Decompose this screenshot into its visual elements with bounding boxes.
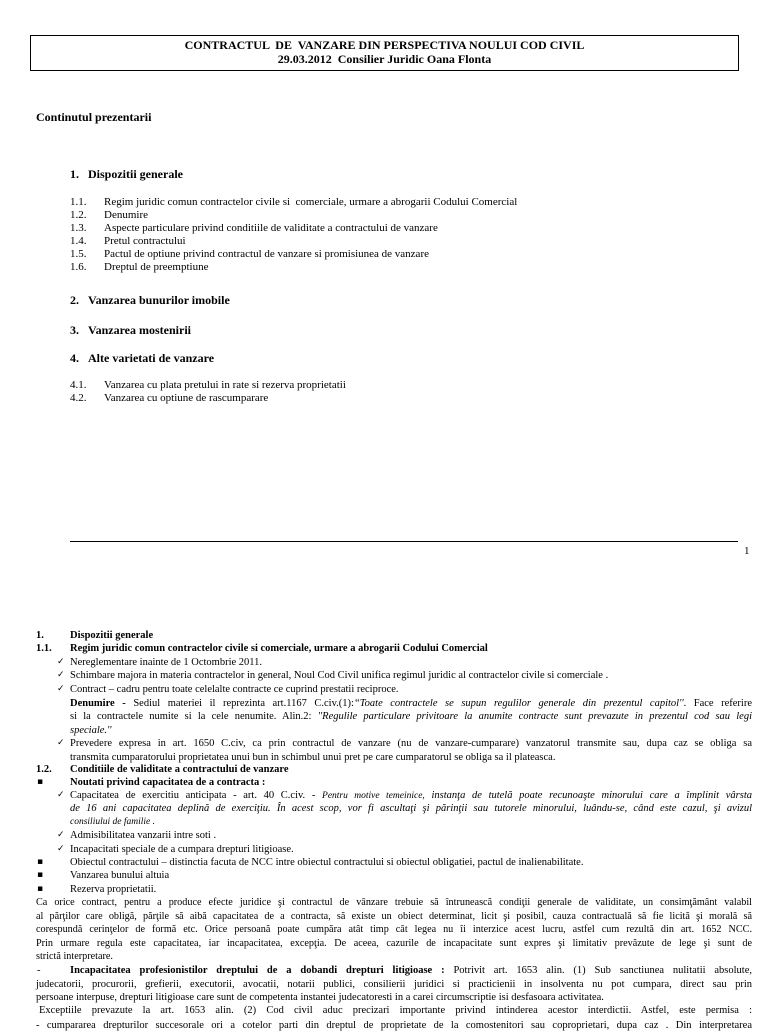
toc-item-number: 1.5.	[70, 248, 87, 260]
document-title-box	[30, 35, 739, 71]
check-icon	[57, 829, 65, 842]
bullet-item: Obiectul contractului – distinctia facuta de NCC intre obiectul contractului si obiectul obligatiei, pactul de inalienabilitate.	[70, 857, 584, 868]
toc-item-text: Denumire	[104, 209, 148, 221]
check-icon	[57, 843, 65, 856]
toc-item-text: Vanzarea cu optiune de rascumparare	[104, 392, 269, 404]
contents-title: Continutul prezentarii	[36, 110, 152, 124]
section-1-title: Dispozitii generale	[88, 167, 183, 181]
denumire-text: Sediul materiei il reprezinta art.1167 C.civ.(1):	[133, 698, 354, 709]
page-footer-rule	[70, 541, 738, 542]
denumire-line-3: speciale.''	[70, 725, 112, 736]
paragraph-line: al părţilor care obligă, părţile să aibă capacitatea de a contracta, să existe un obiect determinat, licit şi posibil, cauza contractuală să fie licită şi morală să	[36, 911, 752, 922]
square-bullet-icon	[37, 776, 43, 789]
toc-item-number: 1.1.	[70, 196, 87, 208]
capacity-line-3: consiliului de familie .	[70, 817, 155, 827]
check-item: Schimbare majora in materia contractelor in general, Noul Cod Civil unifica regimul juridic al contractelor civile si comerciale .	[70, 670, 609, 681]
check-item: Admisibilitatea vanzarii intre soti .	[70, 830, 217, 841]
toc-item-number: 1.2.	[70, 209, 87, 221]
toc-item-text: Vanzarea cu plata pretului in rate si rezerva proprietatii	[104, 379, 346, 391]
check-icon	[57, 656, 65, 669]
section-1-number: 1.	[70, 167, 79, 181]
paragraph-line: Prin urmare regula este capacitatea, iar incapacitatea, excepţia. De aceea, cazurile de incapacitate sunt expres şi limitativ prevăzute de lege şi sunt de	[36, 938, 752, 949]
section-2-title: Vanzarea bunurilor imobile	[88, 293, 230, 307]
square-bullet-icon	[37, 869, 43, 882]
heading-1-2-number: 1.2.	[36, 764, 52, 775]
heading-1-number: 1.	[36, 630, 44, 641]
capacity-quote-start: Pentru motive temeinice,	[322, 791, 425, 801]
incapacity-line: Exceptiile prevazute la art. 1653 alin. (2) Cod civil aduc precizari importante privind intinderea acestor interdictii. Astfel, este permisa :	[39, 1005, 752, 1016]
toc-item-number: 1.6.	[70, 261, 87, 273]
toc-item-number: 4.1.	[70, 379, 87, 391]
section-3-title: Vanzarea mostenirii	[88, 323, 191, 337]
check-icon	[57, 737, 65, 750]
toc-item-text: Pretul contractului	[104, 235, 186, 247]
incapacity-line: judecatorii, procurorii, grefierii, executorii, avocatii, notarii publici, consilierii juridici si practicienii in insolventa nu pot cumpara, direct sau prin	[36, 979, 752, 990]
denumire-quote: ''Regulile particulare privitoare la anumite contracte sunt prevazute in prezentul cod sau legi	[317, 711, 752, 722]
heading-1-1-number: 1.1.	[36, 643, 52, 654]
section-2-number: 2.	[70, 293, 79, 307]
document-subtitle: 29.03.2012 Consilier Juridic Oana Flonta	[277, 52, 492, 66]
toc-item-number: 1.3.	[70, 222, 87, 234]
paragraph-line: corespundă cerinţelor de formă etc. Orice persoană poate cumpăra atât timp cât legea nu îi interzice acest lucru, astfel cum rezultă din art. 1652 NCC.	[36, 924, 752, 935]
check-icon	[57, 789, 65, 802]
toc-item-text: Regim juridic comun contractelor civile si comerciale, urmare a abrogarii Codului Comercial	[104, 196, 518, 208]
section-3-number: 3.	[70, 323, 79, 337]
square-bullet-icon	[37, 856, 43, 869]
bullet-item: Rezerva proprietatii.	[70, 884, 157, 895]
check-item-continuation: transmita cumparatorului proprietatea unui bun in schimbul unui pret pe care cumparatorul se obliga sa il plateasca.	[70, 752, 556, 763]
page-number: 1	[744, 545, 750, 557]
check-item: Contract – cadru pentru toate celelalte contracte ce cuprind prestatii reciproce.	[70, 684, 399, 695]
square-bullet-icon	[37, 883, 43, 896]
section-4-number: 4.	[70, 351, 79, 365]
heading-1-title: Dispozitii generale	[70, 630, 154, 641]
toc-item-number: 1.4.	[70, 235, 87, 247]
bullet-item: Vanzarea bunului altuia	[70, 870, 170, 881]
denumire-line-1	[70, 697, 752, 710]
toc-item-text: Aspecte particulare privind conditiile de validitate a contractului de vanzare	[104, 222, 438, 234]
check-item: Incapacitati speciale de a cumpara drepturi litigioase.	[70, 844, 294, 855]
document-title: CONTRACTUL DE VANZARE DIN PERSPECTIVA NOULUI COD CIVIL	[184, 38, 585, 52]
heading-1-1-title: Regim juridic comun contractelor civile si comerciale, urmare a abrogarii Codului Comercial	[70, 643, 488, 654]
clipped-line: - cumpararea drepturilor succesorale ori a cotelor parti din dreptul de proprietate de la comostenitori sau coproprietari, dupa caz . Din interpretarea	[36, 1020, 752, 1031]
incapacity-text: Potrivit art. 1653 alin. (1) Sub sanctiunea nulitatii absolute,	[453, 965, 753, 976]
capacity-lead: Capacitatea de exercitiu anticipata - art. 40 C.civ. -	[70, 790, 316, 801]
incapacity-title: Incapacitatea profesionistilor dreptului de a dobandi drepturi litigioase :	[70, 965, 445, 976]
check-item: Nereglementare inainte de 1 Octombrie 2011.	[70, 657, 263, 668]
section-4-title: Alte varietati de vanzare	[88, 351, 215, 365]
denumire-tail: . Face referire	[683, 698, 752, 709]
capacity-line-1	[70, 789, 752, 802]
denumire-label: Denumire -	[70, 698, 126, 709]
incapacity-line-1	[70, 964, 752, 977]
check-icon	[57, 683, 65, 696]
heading-1-2-title: Conditiile de validitate a contractului de vanzare	[70, 764, 289, 775]
denumire-text: si la contractele numite si la cele nenumite. Alin.2:	[70, 711, 312, 722]
paragraph-line: strictă interpretare.	[36, 951, 113, 962]
denumire-quote: “Toate contractele se supun regulilor generale din prezentul capitol''	[353, 698, 684, 709]
check-icon	[57, 669, 65, 682]
denumire-line-2	[70, 710, 752, 723]
paragraph-line: Ca orice contract, pentru a produce efecte juridice şi contractul de vânzare trebuie să întrunească condiţii generale de validitate, un consimţământ valabil	[36, 897, 752, 908]
capacity-line-2: de 16 ani capacitatea deplină de exerciţiu. În acest scop, vor fi ascultaţi şi părinţii sau tutorele minorului, luându-se, când este cazul, şi avizul	[70, 803, 752, 814]
capacity-heading: Noutati privind capacitatea de a contracta :	[70, 777, 266, 788]
dash-marker: -	[37, 965, 41, 976]
check-item: Prevedere expresa in art. 1650 C.civ, ca prin contractul de vanzare (nu de vanzare-cumparare) vanzatorul transmite sau, dupa caz se obliga sa	[70, 738, 752, 749]
incapacity-line: persoane interpuse, drepturi litigioase care sunt de competenta instantei judecatoresti in a carei circumscriptie isi desfasoara activitatea.	[36, 992, 604, 1003]
toc-item-text: Pactul de optiune privind contractul de vanzare si promisiunea de vanzare	[104, 248, 429, 260]
toc-item-text: Dreptul de preemptiune	[104, 261, 209, 273]
capacity-quote: instanţa de tutelă poate recunoaşte minorului care a împlinit vârsta	[431, 790, 753, 801]
toc-item-number: 4.2.	[70, 392, 87, 404]
